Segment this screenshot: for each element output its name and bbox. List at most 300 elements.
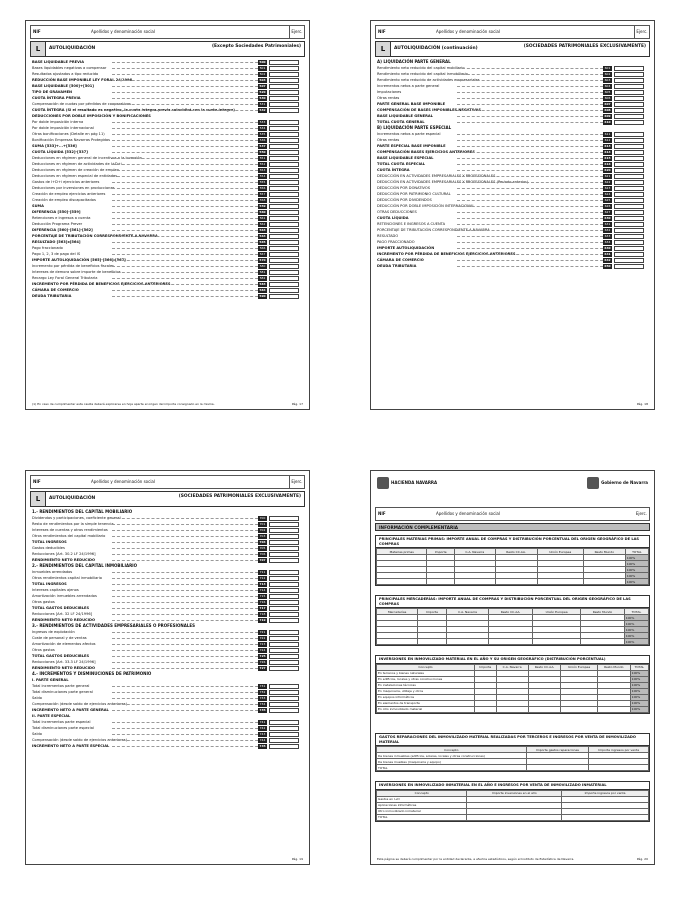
amount-field[interactable] (269, 270, 299, 275)
leader-line (112, 530, 263, 531)
amount-field[interactable] (269, 288, 299, 293)
amount-field[interactable] (614, 192, 644, 197)
amount-field[interactable] (269, 588, 299, 593)
name-label: Apellidos y denominación social (91, 29, 155, 34)
amount-field[interactable] (614, 216, 644, 221)
amount-field[interactable] (269, 180, 299, 185)
row-label: 3.- RENDIMIENTOS DE ACTIVIDADES EMPRESARIALES O PROFESIONALES (32, 623, 195, 628)
box-code: 584 (259, 287, 266, 292)
row-label: Compensación de cuotas por pérdidas de cooperativas (32, 102, 131, 106)
amount-field[interactable] (269, 162, 299, 167)
box-code: 580 (259, 263, 266, 268)
leader-line (112, 554, 263, 555)
box-code: 725 (259, 653, 266, 658)
amount-field[interactable] (269, 72, 299, 77)
name-label: Apellidos y denominación social (436, 511, 500, 516)
box-code: 520 (259, 89, 266, 94)
box-code: 713 (259, 581, 266, 586)
box-code: 607 (604, 101, 611, 106)
leader-line (112, 224, 263, 225)
box-code: 742 (259, 725, 266, 730)
row-label: Coste de personal y de ventas (32, 636, 87, 640)
row-label: Incremento por pérdida de beneficios fiscales (32, 264, 115, 268)
table-cell: 100% (625, 579, 648, 585)
amount-field[interactable] (614, 258, 644, 263)
leader-line (112, 734, 263, 735)
amount-field[interactable] (614, 132, 644, 137)
taxpayer-header (30, 25, 305, 39)
leader-line (457, 74, 608, 75)
amount-field[interactable] (269, 102, 299, 107)
box-code: 633 (604, 233, 611, 238)
table-caption: PRINCIPALES MERCADERÍAS: IMPORTE ANUAL DE COMPRAS Y DISTRIBUCIÓN PORCENTUAL DEL ORIGEN GEOGRÁFICO DE LAS COMPRAS (376, 596, 649, 608)
leader-line (457, 164, 608, 165)
row-label: PORCENTAJE DE TRIBUTACIÓN CORRESPONDIENTE A NAVARRA (377, 228, 490, 232)
leader-line (457, 248, 608, 249)
section-letter: L (31, 492, 46, 506)
amount-field[interactable] (269, 138, 299, 143)
amount-field[interactable] (269, 186, 299, 191)
amount-field[interactable] (614, 96, 644, 101)
amount-field[interactable] (614, 198, 644, 203)
amount-field[interactable] (269, 684, 299, 689)
box-code: 558 (259, 197, 266, 202)
box-code: 700 (259, 515, 266, 520)
amount-field[interactable] (614, 150, 644, 155)
amount-field[interactable] (269, 654, 299, 659)
form-row (377, 263, 648, 269)
leader-line (112, 98, 263, 99)
leader-line (112, 710, 263, 711)
row-label: IMPORTE AUTOLIQUIDACIÓN (377, 246, 435, 250)
row-label: CUOTA LÍQUIDA [532]-[537] (32, 150, 88, 154)
table-cell[interactable] (526, 765, 589, 771)
amount-field[interactable] (614, 72, 644, 77)
column-header: Concepto (377, 747, 527, 753)
row-label: Deducciones en régimen de actividades de I+D+i (32, 162, 122, 166)
table-cell: 100% (630, 676, 648, 682)
row-label: Otras bonificaciones (Detalle en pág 11) (32, 132, 105, 136)
name-label: Apellidos y denominación social (91, 479, 155, 484)
amount-field[interactable] (269, 636, 299, 641)
table-cell[interactable] (589, 765, 649, 771)
amount-field[interactable] (614, 168, 644, 173)
box-code: 556 (259, 185, 266, 190)
leader-line (457, 266, 608, 267)
leader-line (457, 152, 608, 153)
table-cell[interactable] (496, 706, 528, 712)
leader-line (457, 80, 608, 81)
amount-field[interactable] (269, 534, 299, 539)
table-cell: 100% (625, 573, 648, 579)
amount-field[interactable] (269, 696, 299, 701)
section-title-bar (30, 491, 305, 507)
box-code: 565 (259, 239, 266, 244)
amount-field[interactable] (269, 522, 299, 527)
table-cell[interactable] (454, 579, 495, 585)
amount-field[interactable] (614, 138, 644, 143)
box-code: 555 (259, 179, 266, 184)
row-label: Otros gastos (32, 648, 55, 652)
section-subtitle: (Excepto Sociedades Patrimoniales) (212, 44, 301, 49)
info-table (375, 535, 650, 586)
box-code: 701 (259, 521, 266, 526)
box-code: 502 (259, 71, 266, 76)
amount-field[interactable] (614, 210, 644, 215)
amount-field[interactable] (269, 282, 299, 287)
amount-field[interactable] (269, 702, 299, 707)
row-label: B) LIQUIDACIÓN PARTE ESPECIAL (377, 125, 452, 130)
table-cell[interactable] (581, 639, 624, 645)
row-label: Intereses capitales ajenos (32, 588, 79, 592)
table-caption: INVERSIONES EN INMOVILIZADO INMATERIAL EN EL AÑO E INGRESOS POR VENTA DE INMOVILIZADO INMATERIAL (376, 782, 649, 790)
nif-label: NIF (33, 29, 41, 34)
amount-field[interactable] (269, 258, 299, 263)
info-table (375, 595, 650, 646)
section-subtitle: (SOCIEDADES PATRIMONIALES EXCLUSIVAMENTE) (523, 44, 646, 49)
column-header: Importe (418, 609, 447, 615)
amount-field[interactable] (614, 252, 644, 257)
table-cell[interactable] (427, 579, 455, 585)
form-rows (32, 509, 303, 749)
table-cell (377, 579, 427, 585)
table-cell[interactable] (495, 579, 537, 585)
amount-field[interactable] (614, 234, 644, 239)
amount-field[interactable] (269, 108, 299, 113)
box-code: 501 (259, 65, 266, 70)
box-code: 732 (259, 689, 266, 694)
row-label: DEDUCCIÓN EN ACTIVIDADES EMPRESARIALES Y PROFESIONALES (Periodo anterior) (377, 180, 529, 184)
box-code: 726 (259, 659, 266, 664)
leader-line (457, 110, 608, 111)
row-label: RETENCIONES E INGRESOS A CUENTA (377, 222, 446, 226)
leader-line (112, 590, 263, 591)
row-label: Recargo Ley Foral General Tributaria (32, 276, 98, 280)
row-label: Total disminuciones parte general (32, 690, 93, 694)
leader-line (112, 194, 263, 195)
amount-field[interactable] (269, 552, 299, 557)
column-header: Importe ingresos por venta (562, 790, 649, 796)
row-label: CUOTA ÍNTEGRA (Si el resultado es negativo, la cuota íntegra previa coincidirá con la cuota íntegra) (32, 108, 235, 112)
amount-field[interactable] (269, 648, 299, 653)
leader-line (112, 164, 263, 165)
table-row (377, 765, 649, 771)
box-code: 616 (604, 161, 611, 166)
amount-field[interactable] (614, 180, 644, 185)
table-cell[interactable] (446, 639, 488, 645)
leader-line (112, 650, 263, 651)
column-header: TOTAL (624, 609, 648, 615)
leader-line (112, 656, 263, 657)
table-cell[interactable] (562, 814, 649, 820)
leader-line (457, 92, 608, 93)
row-label: TOTAL CUOTA ESPECIAL (377, 162, 425, 166)
leader-line (112, 206, 263, 207)
row-label: RENDIMIENTO NETO REDUCIDO (32, 666, 96, 670)
amount-field[interactable] (269, 618, 299, 623)
amount-field[interactable] (269, 570, 299, 575)
row-label: INCREMENTO NETO A PARTE GENERAL (32, 708, 109, 712)
amount-field[interactable] (269, 690, 299, 695)
row-label: TOTAL INGRESOS (32, 540, 67, 544)
taxpayer-header (375, 25, 650, 39)
amount-field[interactable] (614, 162, 644, 167)
box-code: 641 (604, 251, 611, 256)
amount-field[interactable] (614, 156, 644, 161)
amount-field[interactable] (269, 546, 299, 551)
table-cell[interactable] (475, 706, 497, 712)
row-label: Retenciones e ingresos a cuenta (32, 216, 91, 220)
leader-line (112, 68, 263, 69)
amount-field[interactable] (269, 198, 299, 203)
amount-field[interactable] (269, 156, 299, 161)
leader-line (112, 266, 263, 267)
row-label: Resultados ajustados a tipo reducido (32, 72, 99, 76)
box-code: 632 (604, 227, 611, 232)
amount-field[interactable] (614, 144, 644, 149)
table-cell: 100% (630, 688, 648, 694)
leader-line (112, 152, 263, 153)
amount-field[interactable] (269, 234, 299, 239)
taxpayer-header (375, 507, 650, 521)
box-code: 650 (604, 263, 611, 268)
column-header: Concepto (377, 790, 467, 796)
row-label: INCREMENTO NETO A PARTE ESPECIAL (32, 744, 110, 748)
box-code: 741 (259, 719, 266, 724)
form-page-1 (25, 20, 310, 410)
row-label: Deducción Programa Prever (32, 222, 83, 226)
leader-line (112, 74, 263, 75)
row-label: Reducciones [Art. 30.2 LF 24/1996] (32, 552, 96, 556)
row-label: En terrenos y bienes naturales (377, 670, 475, 676)
amount-field[interactable] (269, 642, 299, 647)
amount-field[interactable] (614, 102, 644, 107)
amount-field[interactable] (269, 666, 299, 671)
amount-field[interactable] (269, 294, 299, 299)
amount-field[interactable] (269, 204, 299, 209)
box-code: 721 (259, 629, 266, 634)
amount-field[interactable] (269, 216, 299, 221)
amount-field[interactable] (269, 726, 299, 731)
leader-line (112, 518, 263, 519)
amount-field[interactable] (269, 78, 299, 83)
amount-field[interactable] (269, 558, 299, 563)
amount-field[interactable] (269, 582, 299, 587)
leader-line (457, 182, 608, 183)
table-cell[interactable] (537, 579, 583, 585)
column-header: Materias primas (377, 549, 427, 555)
box-code: 712 (259, 575, 266, 580)
amount-field[interactable] (614, 222, 644, 227)
box-code: 613 (604, 143, 611, 148)
form-rows (32, 59, 303, 299)
row-label: Intereses de demora sobre importe de beneficios (32, 270, 121, 274)
amount-field[interactable] (614, 246, 644, 251)
leader-line (112, 596, 263, 597)
box-code: 550 (259, 149, 266, 154)
table-row (377, 639, 649, 645)
amount-field[interactable] (614, 84, 644, 89)
table-cell[interactable] (418, 639, 447, 645)
section-title: AUTOLIQUIDACIÓN (49, 496, 96, 501)
row-label: CUOTA ÍNTEGRA PREVIA (32, 96, 81, 100)
amount-field[interactable] (269, 660, 299, 665)
year-label: Ejerc. (634, 26, 649, 38)
amount-field[interactable] (614, 120, 644, 125)
leader-line (112, 608, 263, 609)
row-label: CUOTA LÍQUIDA (377, 216, 409, 220)
amount-field[interactable] (269, 606, 299, 611)
column-header: Resto CC.AA. (528, 664, 561, 670)
amount-field[interactable] (269, 84, 299, 89)
leader-line (457, 212, 608, 213)
row-label: CÁMARA DE COMERCIO (377, 258, 424, 262)
amount-field[interactable] (269, 264, 299, 269)
amount-field[interactable] (614, 108, 644, 113)
amount-field[interactable] (614, 66, 644, 71)
complementary-info-title: INFORMACIÓN COMPLEMENTARIA (375, 523, 650, 531)
box-code: 537 (259, 143, 266, 148)
table-cell: 100% (625, 561, 648, 567)
box-code: 503 (259, 77, 266, 82)
amount-field[interactable] (269, 540, 299, 545)
section-title: AUTOLIQUIDACIÓN (continuación) (394, 46, 478, 51)
amount-field[interactable] (269, 594, 299, 599)
amount-field[interactable] (614, 240, 644, 245)
amount-field[interactable] (614, 90, 644, 95)
amount-field[interactable] (269, 126, 299, 131)
amount-field[interactable] (269, 144, 299, 149)
row-label: TOTAL GASTOS DEDUCIBLES (32, 654, 90, 658)
amount-field[interactable] (269, 228, 299, 233)
table-cell[interactable] (583, 579, 625, 585)
leader-line (457, 146, 608, 147)
table-cell: 100% (630, 694, 648, 700)
amount-field[interactable] (269, 738, 299, 743)
box-code: 500 (259, 59, 266, 64)
amount-field[interactable] (614, 228, 644, 233)
amount-field[interactable] (269, 252, 299, 257)
box-code: 716 (259, 599, 266, 604)
amount-field[interactable] (269, 132, 299, 137)
nif-label: NIF (378, 511, 386, 516)
row-label: DEUDA TRIBUTARIA (32, 294, 72, 298)
amount-field[interactable] (269, 240, 299, 245)
box-code: 705 (259, 545, 266, 550)
amount-field[interactable] (614, 264, 644, 269)
amount-field[interactable] (269, 120, 299, 125)
column-header: Concepto (377, 664, 475, 670)
amount-field[interactable] (269, 222, 299, 227)
amount-field[interactable] (269, 96, 299, 101)
amount-field[interactable] (269, 576, 299, 581)
leader-line (457, 98, 608, 99)
amount-field[interactable] (269, 90, 299, 95)
table-cell[interactable] (561, 706, 597, 712)
row-label: BASE LIQUIDABLE ESPECIAL (377, 156, 434, 160)
row-label: TOTAL CUOTA GENERAL (377, 120, 425, 124)
form-row (32, 743, 303, 749)
box-code: 727 (259, 665, 266, 670)
section-letter: L (31, 42, 46, 56)
amount-field[interactable] (269, 192, 299, 197)
amount-field[interactable] (269, 246, 299, 251)
box-code: 552 (259, 161, 266, 166)
amount-field[interactable] (614, 114, 644, 119)
amount-field[interactable] (269, 60, 299, 65)
amount-field[interactable] (269, 612, 299, 617)
table-cell[interactable] (489, 639, 533, 645)
amount-field[interactable] (269, 720, 299, 725)
box-code: 534 (259, 125, 266, 130)
row-label: PARTE ESPECIAL BASE IMPONIBLE (377, 144, 446, 148)
row-label: SUMA [533]+...+[536] (32, 144, 77, 148)
box-code: 557 (259, 191, 266, 196)
row-label: DEUDA TRIBUTARIA (377, 264, 417, 268)
gobierno-logo (587, 477, 648, 489)
taxpayer-header (30, 475, 305, 489)
amount-field[interactable] (269, 174, 299, 179)
leader-line (457, 86, 608, 87)
amount-field[interactable] (269, 66, 299, 71)
amount-field[interactable] (614, 186, 644, 191)
table-caption: INVERSIONES EN INMOVILIZADO MATERIAL EN EL AÑO Y SU ORIGEN GEOGRÁFICO (DISTRIBUCIÓN PORCENTUAL) (376, 656, 649, 664)
row-label: OTRAS DEDUCCIONES (377, 210, 417, 214)
amount-field[interactable] (614, 78, 644, 83)
row-label: Saldo (32, 732, 42, 736)
amount-field[interactable] (269, 276, 299, 281)
row-label: Otras rentas (377, 138, 400, 142)
row-label: DEDUCCIONES POR DOBLE IMPOSICIÓN Y BONIFICACIONES (32, 114, 151, 118)
row-label: Amortización de elementos afectos (32, 642, 96, 646)
amount-field[interactable] (614, 204, 644, 209)
amount-field[interactable] (269, 744, 299, 749)
table-cell[interactable] (597, 706, 630, 712)
box-code: 532 (259, 107, 266, 112)
table-cell[interactable] (528, 706, 561, 712)
amount-field[interactable] (269, 210, 299, 215)
amount-field[interactable] (269, 516, 299, 521)
row-label: Imputaciones (377, 90, 402, 94)
row-label: RESULTADO (377, 234, 399, 238)
box-code: 562 (259, 221, 266, 226)
box-code: 583 (259, 281, 266, 286)
box-code: 604 (604, 83, 611, 88)
amount-field[interactable] (269, 150, 299, 155)
row-label: RESULTADO [563]x[564] (32, 240, 81, 244)
row-label: Rendimiento neto reducido del capital mobiliario (377, 66, 465, 70)
amount-field[interactable] (269, 732, 299, 737)
amount-field[interactable] (269, 630, 299, 635)
page-number: Pág. 20 (636, 857, 648, 861)
box-code: 621 (604, 173, 611, 178)
leader-line (112, 188, 263, 189)
amount-field[interactable] (269, 528, 299, 533)
box-code: 624 (604, 191, 611, 196)
leader-line (112, 236, 263, 237)
leader-line (112, 182, 263, 183)
row-label: BASE LIQUIDABLE PREVIA (32, 60, 85, 64)
amount-field[interactable] (269, 600, 299, 605)
amount-field[interactable] (269, 708, 299, 713)
amount-field[interactable] (269, 168, 299, 173)
leader-line (457, 194, 608, 195)
table-cell[interactable] (467, 814, 562, 820)
amount-field[interactable] (614, 174, 644, 179)
box-code: 535 (259, 131, 266, 136)
table-cell[interactable] (532, 639, 580, 645)
box-code: 718 (259, 611, 266, 616)
